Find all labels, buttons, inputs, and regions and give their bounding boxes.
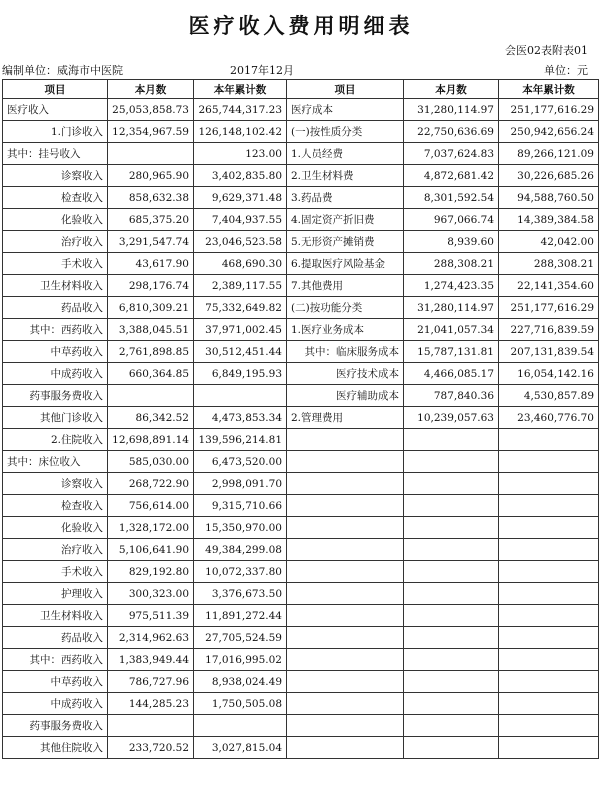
left-item-label: 化验收入 — [3, 517, 108, 539]
table-row — [3, 517, 599, 539]
report-title: 医疗收入费用明细表 — [188, 13, 414, 38]
table-row — [3, 539, 599, 561]
right-item-label: 7.其他费用 — [287, 275, 404, 297]
right-month-value: 4,466,085.17 — [404, 363, 499, 385]
right-item-label — [287, 605, 404, 627]
right-item-label: (一)按性质分类 — [287, 121, 404, 143]
right-ytd-value — [499, 561, 599, 583]
right-month-value — [404, 649, 499, 671]
table-row — [3, 693, 599, 715]
left-ytd-value: 6,473,520.00 — [194, 451, 287, 473]
left-month-value: 3,388,045.51 — [108, 319, 194, 341]
left-item-label: 卫生材料收入 — [3, 605, 108, 627]
left-item-label: 治疗收入 — [3, 231, 108, 253]
table-row — [3, 341, 599, 363]
left-item-label: 其他门诊收入 — [3, 407, 108, 429]
left-ytd-value: 123.00 — [194, 143, 287, 165]
right-ytd-value: 30,226,685.26 — [499, 165, 599, 187]
right-item-label — [287, 671, 404, 693]
left-ytd-value: 6,849,195.93 — [194, 363, 287, 385]
right-ytd-value — [499, 495, 599, 517]
right-month-value — [404, 451, 499, 473]
table-row — [3, 495, 599, 517]
left-item-label: 其他住院收入 — [3, 737, 108, 759]
left-ytd-value — [194, 385, 287, 407]
right-month-value — [404, 561, 499, 583]
right-item-label — [287, 583, 404, 605]
right-item-label: 医疗辅助成本 — [287, 385, 404, 407]
left-ytd-value: 8,938,024.49 — [194, 671, 287, 693]
header-left-item: 项目 — [3, 80, 108, 99]
table-row — [3, 143, 599, 165]
left-month-value: 3,291,547.74 — [108, 231, 194, 253]
right-item-label — [287, 517, 404, 539]
table-row — [3, 231, 599, 253]
left-ytd-value: 3,027,815.04 — [194, 737, 287, 759]
right-item-label — [287, 451, 404, 473]
left-item-label: 手术收入 — [3, 561, 108, 583]
table-row — [3, 297, 599, 319]
right-item-label: 4.固定资产折旧费 — [287, 209, 404, 231]
right-month-value: 31,280,114.97 — [404, 297, 499, 319]
left-item-label: 检查收入 — [3, 187, 108, 209]
left-month-value: 1,383,949.44 — [108, 649, 194, 671]
right-month-value: 288,308.21 — [404, 253, 499, 275]
right-ytd-value: 250,942,656.24 — [499, 121, 599, 143]
right-ytd-value: 23,460,776.70 — [499, 407, 599, 429]
left-month-value: 585,030.00 — [108, 451, 194, 473]
right-ytd-value: 22,141,354.60 — [499, 275, 599, 297]
table-row — [3, 187, 599, 209]
table-row — [3, 275, 599, 297]
right-month-value: 4,872,681.42 — [404, 165, 499, 187]
table-row — [3, 561, 599, 583]
right-month-value — [404, 671, 499, 693]
left-item-label: 药事服务费收入 — [3, 385, 108, 407]
header-right-item: 项目 — [287, 80, 404, 99]
table-row — [3, 363, 599, 385]
table-row — [3, 583, 599, 605]
table-row — [3, 407, 599, 429]
left-month-value: 86,342.52 — [108, 407, 194, 429]
right-item-label — [287, 737, 404, 759]
table-row — [3, 715, 599, 737]
right-month-value: 967,066.74 — [404, 209, 499, 231]
right-month-value — [404, 429, 499, 451]
left-ytd-value: 11,891,272.44 — [194, 605, 287, 627]
table-row — [3, 253, 599, 275]
left-month-value: 43,617.90 — [108, 253, 194, 275]
right-ytd-value — [499, 649, 599, 671]
left-item-label: 药品收入 — [3, 627, 108, 649]
left-month-value: 268,722.90 — [108, 473, 194, 495]
right-month-value — [404, 539, 499, 561]
right-month-value — [404, 473, 499, 495]
left-ytd-value: 468,690.30 — [194, 253, 287, 275]
left-ytd-value: 9,629,371.48 — [194, 187, 287, 209]
right-month-value: 787,840.36 — [404, 385, 499, 407]
left-month-value: 660,364.85 — [108, 363, 194, 385]
header-left-ytd: 本年累计数 — [194, 80, 287, 99]
left-item-label: 手术收入 — [3, 253, 108, 275]
left-ytd-value: 49,384,299.08 — [194, 539, 287, 561]
left-month-value: 233,720.52 — [108, 737, 194, 759]
table-row — [3, 121, 599, 143]
left-item-label: 其中：西药收入 — [3, 649, 108, 671]
right-item-label — [287, 627, 404, 649]
right-month-value — [404, 583, 499, 605]
left-ytd-value: 2,998,091.70 — [194, 473, 287, 495]
right-ytd-value — [499, 583, 599, 605]
table-row — [3, 429, 599, 451]
right-item-label: 3.药品费 — [287, 187, 404, 209]
right-ytd-value: 207,131,839.54 — [499, 341, 599, 363]
right-ytd-value — [499, 693, 599, 715]
left-month-value: 685,375.20 — [108, 209, 194, 231]
header-right-month: 本月数 — [404, 80, 499, 99]
right-item-label — [287, 429, 404, 451]
left-item-label: 中草药收入 — [3, 671, 108, 693]
right-item-label: 2.管理费用 — [287, 407, 404, 429]
table-row — [3, 385, 599, 407]
report-period: 2017年12月 — [230, 64, 294, 77]
form-number: 会医02表附表01 — [505, 44, 588, 57]
right-ytd-value — [499, 429, 599, 451]
left-month-value: 975,511.39 — [108, 605, 194, 627]
left-ytd-value: 3,402,835.80 — [194, 165, 287, 187]
right-month-value — [404, 605, 499, 627]
right-ytd-value — [499, 627, 599, 649]
left-month-value — [108, 385, 194, 407]
right-ytd-value: 227,716,839.59 — [499, 319, 599, 341]
left-item-label: 检查收入 — [3, 495, 108, 517]
left-month-value: 12,354,967.59 — [108, 121, 194, 143]
table-row — [3, 451, 599, 473]
right-month-value: 8,301,592.54 — [404, 187, 499, 209]
right-item-label — [287, 693, 404, 715]
left-item-label: 护理收入 — [3, 583, 108, 605]
table-row — [3, 165, 599, 187]
left-item-label: 其中：西药收入 — [3, 319, 108, 341]
left-month-value: 25,053,858.73 — [108, 99, 194, 121]
left-item-label: 中成药收入 — [3, 363, 108, 385]
organization-label: 编制单位：威海市中医院 — [2, 64, 123, 77]
left-month-value: 786,727.96 — [108, 671, 194, 693]
table-row — [3, 605, 599, 627]
table-row — [3, 473, 599, 495]
right-item-label: 1.医疗业务成本 — [287, 319, 404, 341]
left-ytd-value: 9,315,710.66 — [194, 495, 287, 517]
left-month-value: 300,323.00 — [108, 583, 194, 605]
right-month-value: 31,280,114.97 — [404, 99, 499, 121]
right-item-label: 医疗技术成本 — [287, 363, 404, 385]
left-month-value: 12,698,891.14 — [108, 429, 194, 451]
left-item-label: 诊察收入 — [3, 473, 108, 495]
table-row — [3, 319, 599, 341]
left-item-label: 其中：挂号收入 — [3, 143, 108, 165]
right-ytd-value: 94,588,760.50 — [499, 187, 599, 209]
left-month-value: 2,314,962.63 — [108, 627, 194, 649]
right-ytd-value — [499, 605, 599, 627]
right-item-label: 6.提取医疗风险基金 — [287, 253, 404, 275]
right-item-label: (二)按功能分类 — [287, 297, 404, 319]
right-ytd-value — [499, 539, 599, 561]
left-ytd-value: 10,072,337.80 — [194, 561, 287, 583]
left-item-label: 中草药收入 — [3, 341, 108, 363]
left-item-label: 1.门诊收入 — [3, 121, 108, 143]
left-ytd-value: 2,389,117.55 — [194, 275, 287, 297]
table-row — [3, 671, 599, 693]
right-ytd-value — [499, 517, 599, 539]
right-ytd-value — [499, 715, 599, 737]
left-ytd-value: 75,332,649.82 — [194, 297, 287, 319]
right-month-value: 22,750,636.69 — [404, 121, 499, 143]
table-row — [3, 649, 599, 671]
left-ytd-value: 4,473,853.34 — [194, 407, 287, 429]
left-item-label: 药事服务费收入 — [3, 715, 108, 737]
table-row — [3, 627, 599, 649]
right-month-value: 8,939.60 — [404, 231, 499, 253]
header-left-month: 本月数 — [108, 80, 194, 99]
right-month-value — [404, 627, 499, 649]
right-item-label — [287, 539, 404, 561]
right-month-value: 1,274,423.35 — [404, 275, 499, 297]
left-month-value: 298,176.74 — [108, 275, 194, 297]
right-ytd-value: 16,054,142.16 — [499, 363, 599, 385]
right-item-label: 5.无形资产摊销费 — [287, 231, 404, 253]
left-month-value: 5,106,641.90 — [108, 539, 194, 561]
right-item-label — [287, 495, 404, 517]
right-ytd-value — [499, 671, 599, 693]
left-ytd-value: 23,046,523.58 — [194, 231, 287, 253]
detail-table — [2, 79, 599, 759]
left-ytd-value — [194, 715, 287, 737]
left-ytd-value: 265,744,317.23 — [194, 99, 287, 121]
right-item-label — [287, 649, 404, 671]
right-item-label: 其中：临床服务成本 — [287, 341, 404, 363]
right-ytd-value: 42,042.00 — [499, 231, 599, 253]
right-ytd-value: 251,177,616.29 — [499, 297, 599, 319]
right-month-value — [404, 495, 499, 517]
left-month-value: 2,761,898.85 — [108, 341, 194, 363]
left-month-value — [108, 715, 194, 737]
left-ytd-value: 27,705,524.59 — [194, 627, 287, 649]
left-item-label: 化验收入 — [3, 209, 108, 231]
right-ytd-value — [499, 737, 599, 759]
left-ytd-value: 7,404,937.55 — [194, 209, 287, 231]
right-item-label — [287, 473, 404, 495]
right-month-value — [404, 517, 499, 539]
left-month-value: 829,192.80 — [108, 561, 194, 583]
right-item-label — [287, 715, 404, 737]
left-month-value: 6,810,309.21 — [108, 297, 194, 319]
left-month-value: 144,285.23 — [108, 693, 194, 715]
left-item-label: 药品收入 — [3, 297, 108, 319]
right-item-label: 医疗成本 — [287, 99, 404, 121]
right-item-label — [287, 561, 404, 583]
table-row — [3, 99, 599, 121]
left-item-label: 治疗收入 — [3, 539, 108, 561]
currency-unit: 单位：元 — [544, 64, 588, 77]
right-ytd-value: 251,177,616.29 — [499, 99, 599, 121]
left-ytd-value: 139,596,214.81 — [194, 429, 287, 451]
left-item-label: 诊察收入 — [3, 165, 108, 187]
left-ytd-value: 30,512,451.44 — [194, 341, 287, 363]
left-item-label: 其中：床位收入 — [3, 451, 108, 473]
right-item-label: 2.卫生材料费 — [287, 165, 404, 187]
header-right-ytd: 本年累计数 — [499, 80, 599, 99]
left-month-value: 756,614.00 — [108, 495, 194, 517]
right-ytd-value — [499, 451, 599, 473]
right-month-value — [404, 715, 499, 737]
right-ytd-value: 288,308.21 — [499, 253, 599, 275]
left-ytd-value: 37,971,002.45 — [194, 319, 287, 341]
left-ytd-value: 15,350,970.00 — [194, 517, 287, 539]
table-row — [3, 209, 599, 231]
right-month-value: 7,037,624.83 — [404, 143, 499, 165]
left-month-value: 1,328,172.00 — [108, 517, 194, 539]
left-ytd-value: 1,750,505.08 — [194, 693, 287, 715]
left-item-label: 卫生材料收入 — [3, 275, 108, 297]
right-ytd-value — [499, 473, 599, 495]
right-month-value — [404, 737, 499, 759]
left-item-label: 医疗收入 — [3, 99, 108, 121]
right-ytd-value: 14,389,384.58 — [499, 209, 599, 231]
right-month-value: 15,787,131.81 — [404, 341, 499, 363]
right-month-value: 10,239,057.63 — [404, 407, 499, 429]
left-ytd-value: 3,376,673.50 — [194, 583, 287, 605]
left-month-value — [108, 143, 194, 165]
left-item-label: 中成药收入 — [3, 693, 108, 715]
left-ytd-value: 17,016,995.02 — [194, 649, 287, 671]
table-row — [3, 737, 599, 759]
left-ytd-value: 126,148,102.42 — [194, 121, 287, 143]
right-item-label: 1.人员经费 — [287, 143, 404, 165]
right-month-value — [404, 693, 499, 715]
left-month-value: 280,965.90 — [108, 165, 194, 187]
left-item-label: 2.住院收入 — [3, 429, 108, 451]
right-ytd-value: 89,266,121.09 — [499, 143, 599, 165]
right-month-value: 21,041,057.34 — [404, 319, 499, 341]
left-month-value: 858,632.38 — [108, 187, 194, 209]
right-ytd-value: 4,530,857.89 — [499, 385, 599, 407]
table-header-row — [3, 80, 599, 99]
